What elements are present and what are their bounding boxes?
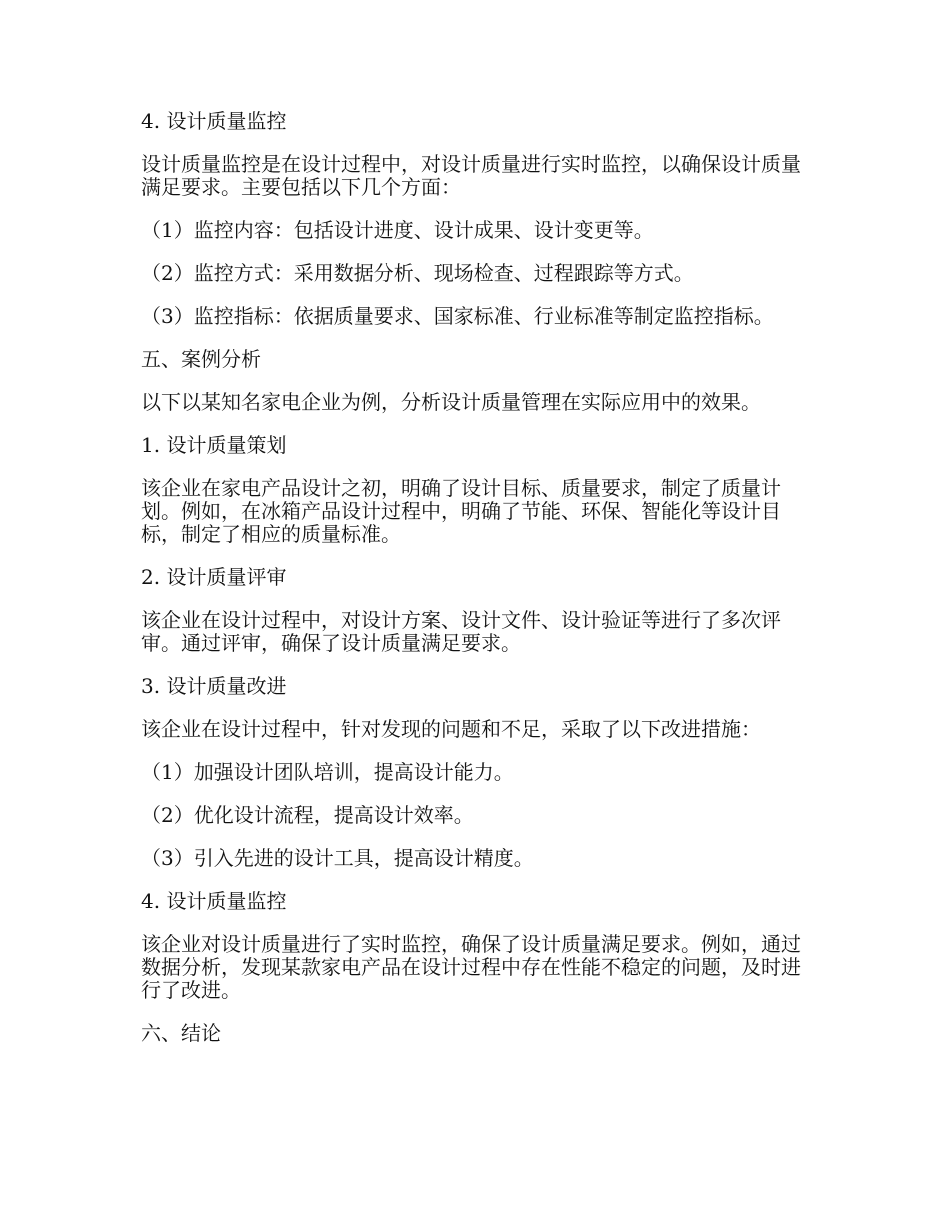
list-item-monitoring-method: （2）监控方式：采用数据分析、现场检查、过程跟踪等方式。 [141,261,694,285]
section-heading-improvement: 3. 设计质量改进 [141,674,287,698]
document-page [141,110,801,1065]
section-heading-case-monitoring: 4. 设计质量监控 [141,889,287,913]
section-heading-planning: 1. 设计质量策划 [141,433,287,457]
list-item-monitoring-index: （3）监控指标：依据质量要求、国家标准、行业标准等制定监控指标。 [141,304,774,328]
paragraph-planning: 该企业在家电产品设计之初，明确了设计目标、质量要求，制定了质量计划。例如，在冰箱产品设计过程中，明确了节能、环保、智能化等设计目标，制定了相应的质量标准。 [141,476,781,546]
list-item-tools: （3）引入先进的设计工具，提高设计精度。 [141,846,534,870]
paragraph-case-intro: 以下以某知名家电企业为例，分析设计质量管理在实际应用中的效果。 [141,390,761,414]
paragraph-case-monitoring: 该企业对设计质量进行了实时监控，确保了设计质量满足要求。例如，通过数据分析，发现某款家电产品在设计过程中存在性能不稳定的问题，及时进行了改进。 [141,932,801,1002]
paragraph-improvement: 该企业在设计过程中，针对发现的问题和不足，采取了以下改进措施： [141,717,761,741]
list-item-process: （2）优化设计流程，提高设计效率。 [141,803,474,827]
section-heading-conclusion: 六、结论 [141,1021,221,1045]
list-item-training: （1）加强设计团队培训，提高设计能力。 [141,760,514,784]
list-item-monitoring-content: （1）监控内容：包括设计进度、设计成果、设计变更等。 [141,218,654,242]
section-heading-monitoring: 4. 设计质量监控 [141,109,287,133]
paragraph-review: 该企业在设计过程中，对设计方案、设计文件、设计验证等进行了多次评审。通过评审，确保了设计质量满足要求。 [141,608,781,655]
section-heading-case-study: 五、案例分析 [141,347,261,371]
paragraph-monitoring-intro: 设计质量监控是在设计过程中，对设计质量进行实时监控，以确保设计质量满足要求。主要包括以下几个方面： [141,152,801,199]
section-heading-review: 2. 设计质量评审 [141,565,287,589]
